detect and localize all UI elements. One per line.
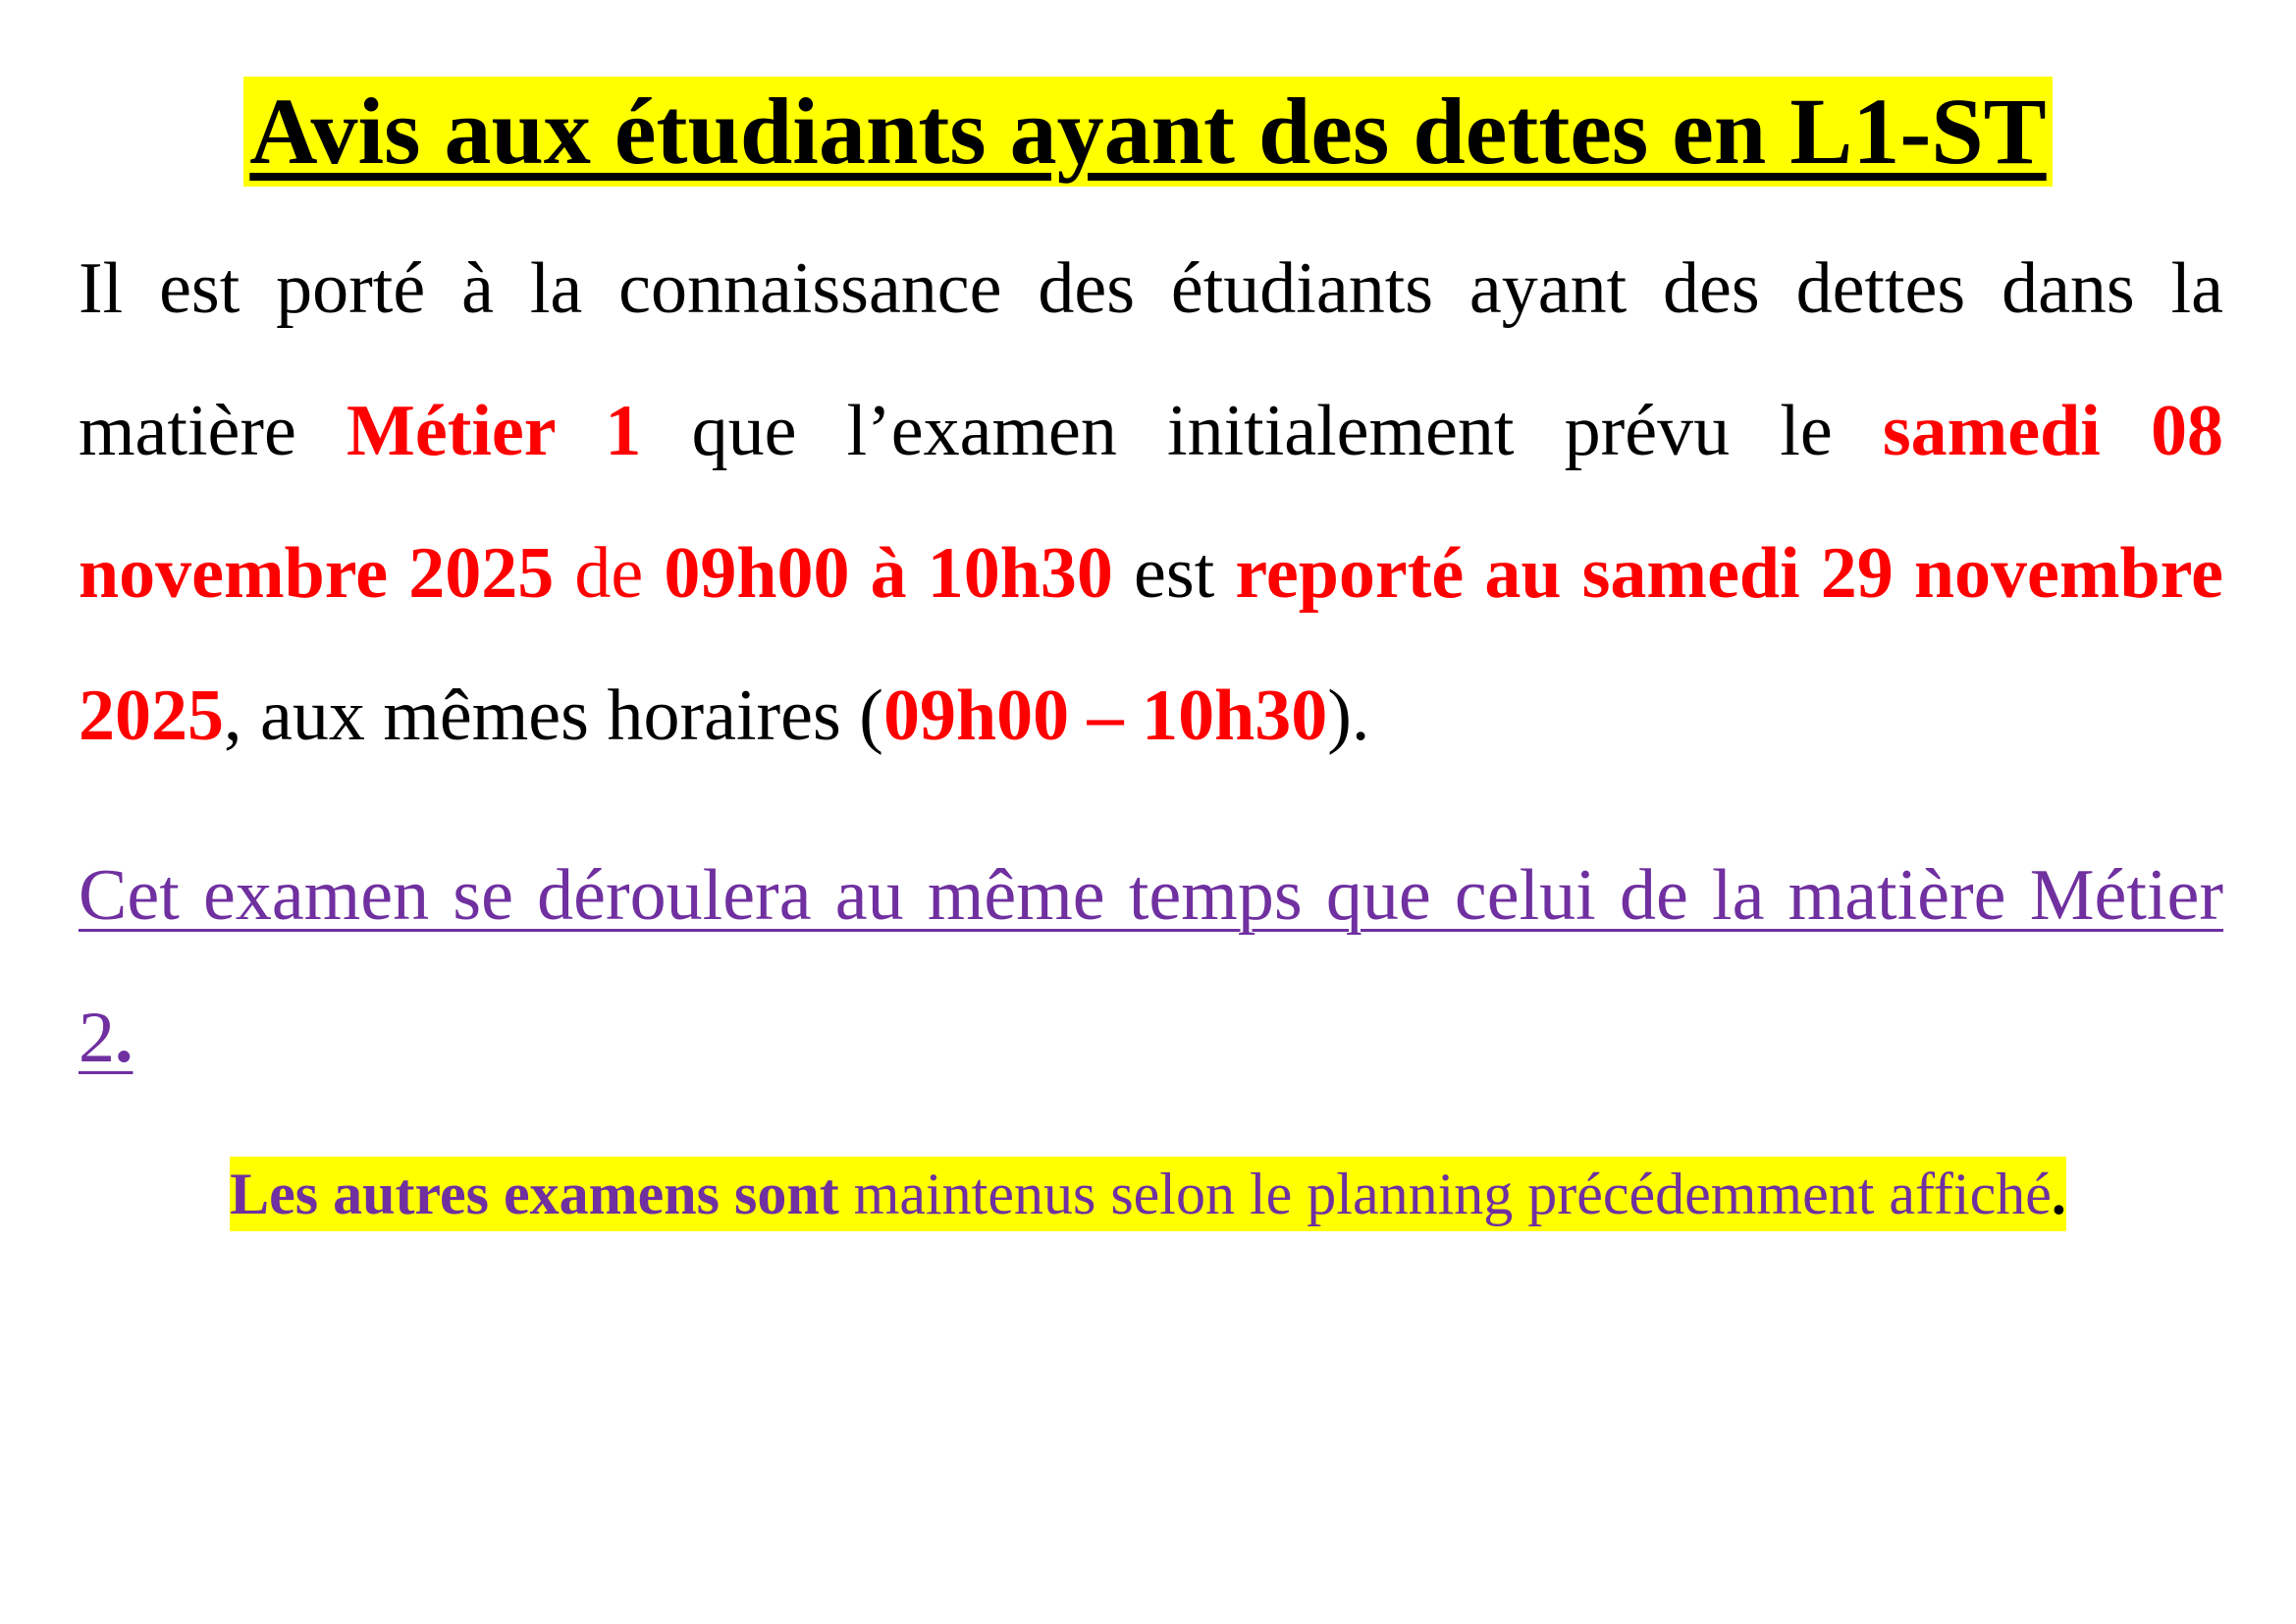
- paragraph-text-3: de: [554, 533, 665, 614]
- footer-note: [230, 1157, 2066, 1231]
- paragraph-text-4: est: [1112, 533, 1236, 614]
- subject-name: Métier 1: [347, 391, 642, 471]
- original-date: samedi 08 novembre 2025: [79, 391, 2223, 614]
- paragraph-text-2: que l’examen initialement prévu le: [641, 391, 1883, 471]
- note-end: .: [115, 998, 133, 1078]
- paragraph-intro: Il est porté à la connaissance des étudiants ayant des dettes dans la matière: [79, 248, 2223, 471]
- paragraph-text-6: ).: [1327, 676, 1370, 756]
- footer-container: [0, 1157, 2296, 1231]
- title-container: [0, 77, 2296, 187]
- paragraph-text-5: , aux mêmes horaires (: [224, 676, 883, 756]
- footer-end: .: [2051, 1162, 2066, 1226]
- original-time: 09h00 à 10h30: [664, 533, 1113, 614]
- notice-title: Avis aux étudiants ayant des dettes en L1-ST: [243, 77, 2052, 187]
- new-date: reporté au samedi 29 novembre 2025: [79, 533, 2224, 756]
- footer-bold: Les autres examens sont: [230, 1162, 839, 1226]
- time-range: 09h00 – 10h30: [882, 676, 1328, 756]
- footer-regular: maintenus selon le planning précédemment affiché: [838, 1162, 2052, 1226]
- main-paragraph: [79, 218, 2223, 787]
- concurrent-exam-note: [79, 825, 2223, 1110]
- note-text: Cet examen se déroulera au même temps que celui de la matière Métier 2: [79, 855, 2223, 1078]
